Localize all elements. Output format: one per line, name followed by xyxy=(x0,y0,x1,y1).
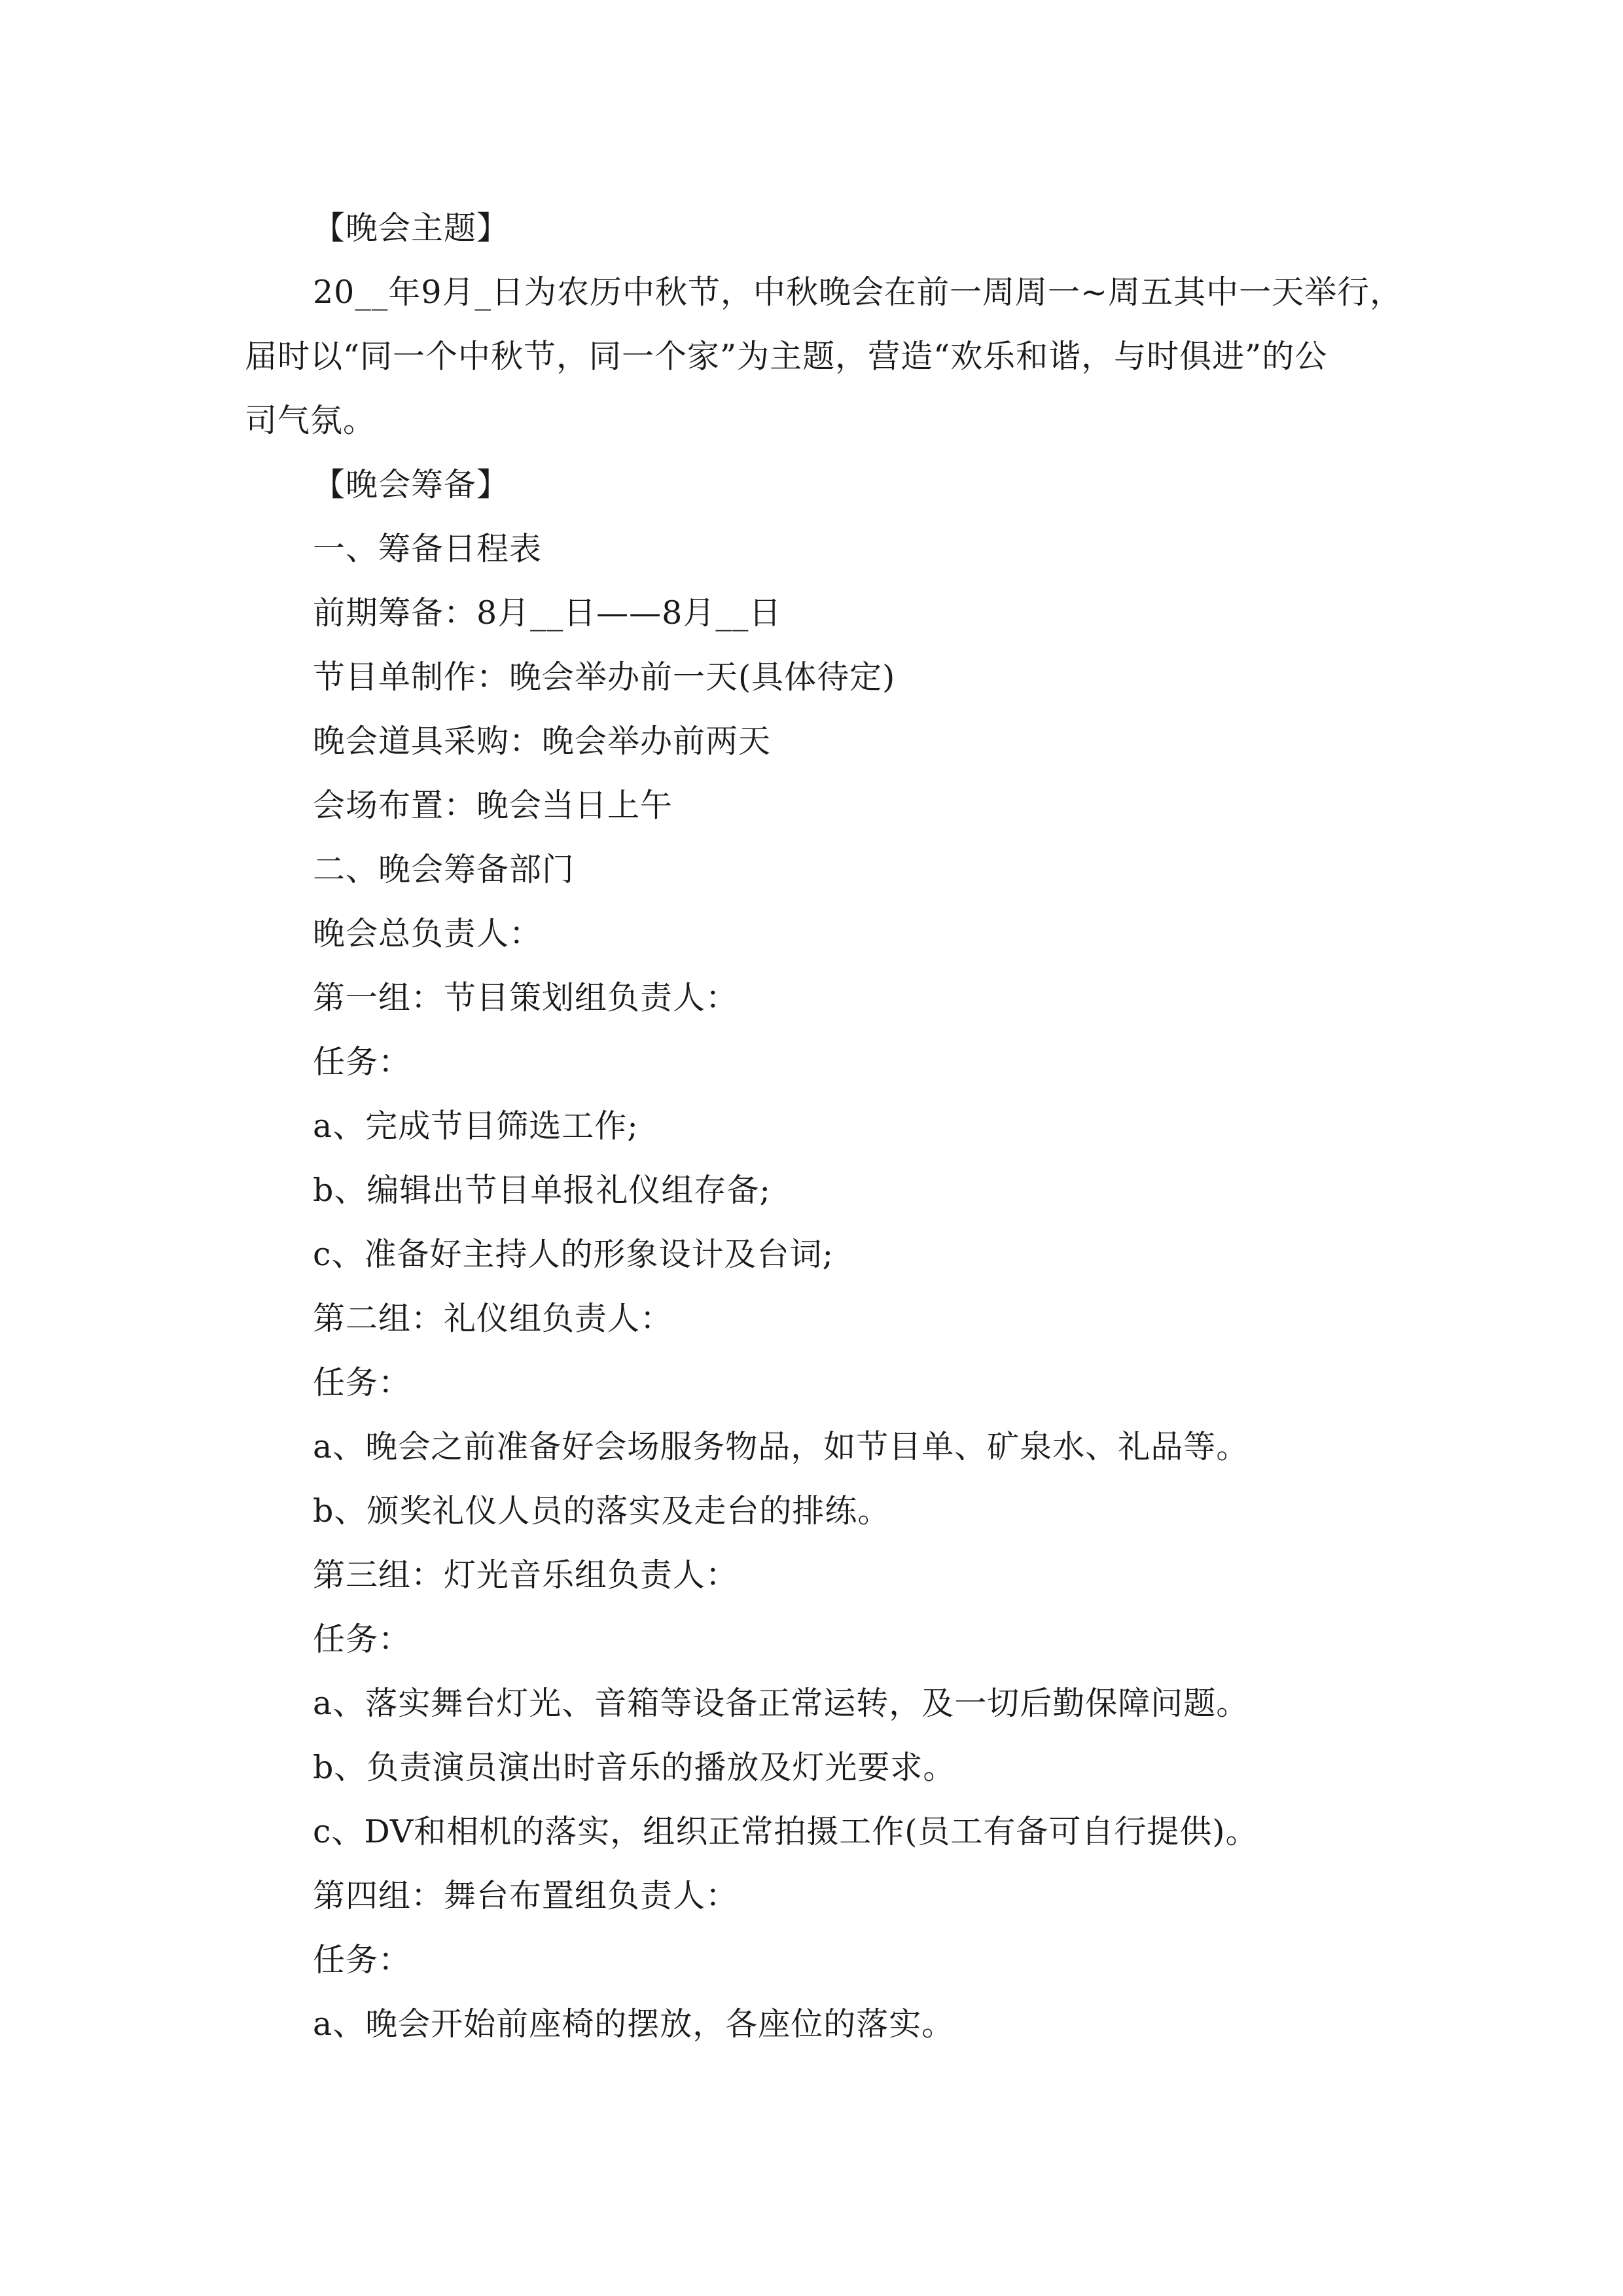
section-heading-theme: 【晚会主题】 xyxy=(313,209,510,247)
task-label: 任务： xyxy=(313,1364,412,1401)
group-heading: 第一组：节目策划组负责人： xyxy=(313,979,739,1016)
document-body xyxy=(245,196,1403,2056)
task-item: a、落实舞台灯光、音箱等设备正常运转，及一切后勤保障问题。 xyxy=(313,1685,1249,1722)
task-label: 任务： xyxy=(313,1941,412,1979)
group-heading: 第三组：灯光音乐组负责人： xyxy=(313,1556,739,1594)
paragraph-line: 司气氛。 xyxy=(245,402,376,439)
section-heading-preparation: 【晚会筹备】 xyxy=(313,466,510,503)
group-heading: 第四组：舞台布置组负责人： xyxy=(313,1877,739,1914)
group-heading: 第二组：礼仪组负责人： xyxy=(313,1300,673,1337)
schedule-item: 前期筹备：8月__日——8月__日 xyxy=(313,594,782,632)
subheading-departments: 二、晚会筹备部门 xyxy=(313,851,575,888)
task-item: a、完成节目筛选工作; xyxy=(313,1107,639,1145)
task-item: b、负责演员演出时音乐的播放及灯光要求。 xyxy=(313,1749,956,1786)
task-label: 任务： xyxy=(313,1043,412,1081)
paragraph-line: 届时以“同一个中秋节，同一个家”为主题，营造“欢乐和谐，与时俱进”的公 xyxy=(245,338,1328,375)
task-item: a、晚会开始前座椅的摆放，各座位的落实。 xyxy=(313,2005,955,2043)
task-item: b、颁奖礼仪人员的落实及走台的排练。 xyxy=(313,1492,891,1530)
task-item: c、DV和相机的落实，组织正常拍摄工作(员工有备可自行提供)。 xyxy=(313,1813,1258,1850)
task-item: c、准备好主持人的形象设计及台词; xyxy=(313,1236,834,1273)
subheading-schedule: 一、筹备日程表 xyxy=(313,530,543,567)
task-label: 任务： xyxy=(313,1621,412,1658)
paragraph-line: 20__年9月_日为农历中秋节，中秋晚会在前一周周一~周五其中一天举行， xyxy=(313,274,1403,311)
task-item: b、编辑出节目单报礼仪组存备; xyxy=(313,1172,771,1209)
schedule-item: 晚会道具采购：晚会举办前两天 xyxy=(313,723,772,760)
schedule-item: 节目单制作：晚会举办前一天(具体待定) xyxy=(313,658,896,696)
task-item: a、晚会之前准备好会场服务物品，如节目单、矿泉水、礼品等。 xyxy=(313,1428,1249,1465)
paragraph-line: 晚会总负责人： xyxy=(313,915,543,952)
schedule-item: 会场布置：晚会当日上午 xyxy=(313,787,673,824)
